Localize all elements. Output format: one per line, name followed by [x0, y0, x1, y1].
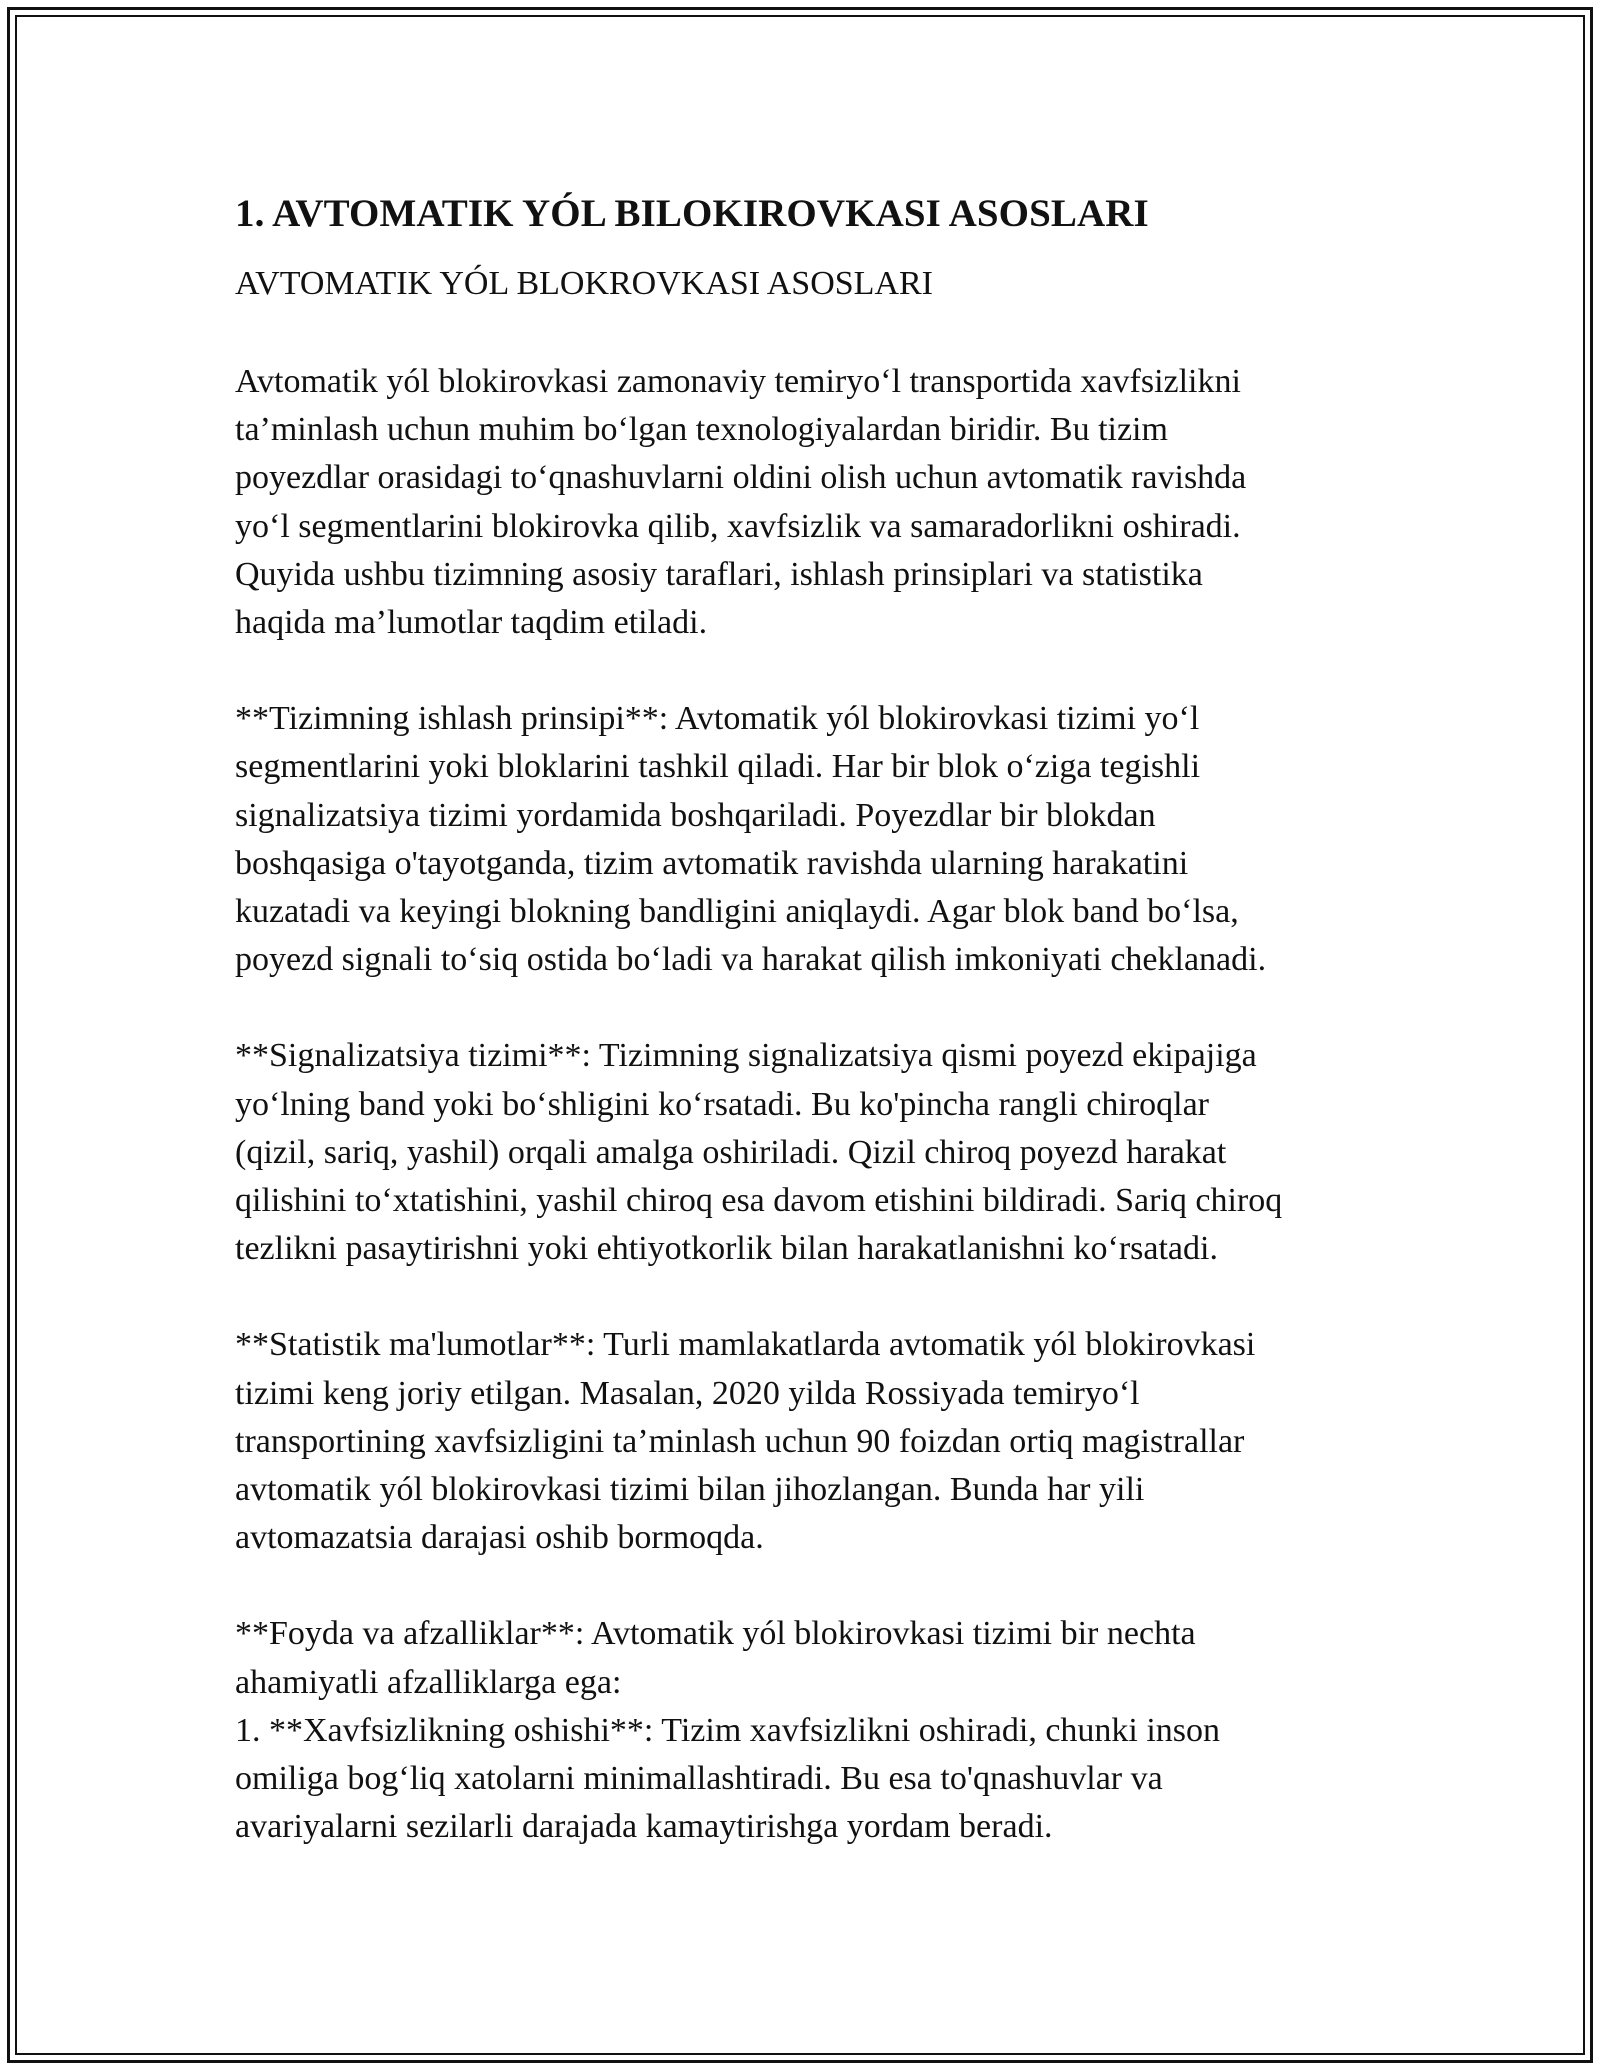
paragraph-working-principle: **Tizimning ishlash prinsipi**: Avtomatik yól blokirovkasi tizimi yo‘l segmentlarini yoki bloklarini tashkil qiladi. Har bir blok o‘ziga tegishli signalizatsiya tizimi yordamida boshqariladi. Poyezdlar bir blokdan boshqasiga o'tayotganda, tizim avtomatik ravishda ularning harakatini kuzatadi va keyingi blokning bandligini aniqlaydi. Agar blok band bo‘lsa, poyezd signali to‘siq ostida bo‘ladi va harakat qilish imkoniyati cheklanadi. — [235, 700, 1267, 979]
document-title: 1. AVTOMATIK YÓL BILOKIROVKASI ASOSLARI — [235, 192, 1149, 235]
paragraph-intro: Avtomatik yól blokirovkasi zamonaviy temiryo‘l transportida xavfsizlikni ta’minlash uchun muhim bo‘lgan texnologiyalardan biridir. Bu tizim poyezdlar orasidagi to‘qnashuvlarni oldini olish uchun avtomatik ravishda yo‘l segmentlarini blokirovka qilib, xavfsizlik va samaradorlikni oshiradi. Quyida ushbu tizimning asosiy taraflari, ishlash prinsiplari va statistika haqida ma’lumotlar taqdim etiladi. — [235, 363, 1247, 642]
paragraph-benefits: **Foyda va afzalliklar**: Avtomatik yól blokirovkasi tizimi bir nechta ahamiyatli afzalliklarga ega: 1. **Xavfsizlikning oshishi**: Tizim xavfsizlikni oshiradi, chunki inson omiliga bog‘liq xatolarni minimallashtiradi. Bu esa to'qnashuvlar va avariyalarni sezilarli darajada kamaytirishga yordam beradi. — [235, 1615, 1221, 1846]
document-body — [235, 186, 1375, 1851]
paragraph-signaling-system: **Signalizatsiya tizimi**: Tizimning signalizatsiya qismi poyezd ekipajiga yo‘lning band yoki bo‘shligini ko‘rsatadi. Bu ko'pincha rangli chiroqlar (qizil, sariq, yashil) orqali amalga oshiriladi. Qizil chiroq poyezd harakat qilishini to‘xtatishini, yashil chiroq esa davom etishini bildiradi. Sariq chiroq tezlikni pasaytirishni yoki ehtiyotkorlik bilan harakatlanishni ko‘rsatadi. — [235, 1037, 1283, 1268]
paragraph-statistics: **Statistik ma'lumotlar**: Turli mamlakatlarda avtomatik yól blokirovkasi tizimi keng joriy etilgan. Masalan, 2020 yilda Rossiyada temiryo‘l transportining xavfsizligini ta’minlash uchun 90 foizdan ortiq magistrallar avtomatik yól blokirovkasi tizimi bilan jihozlangan. Bunda har yili avtomazatsia darajasi oshib bormoqda. — [235, 1326, 1256, 1557]
document-subtitle: AVTOMATIK YÓL BLOKROVKASI ASOSLARI — [235, 265, 933, 302]
